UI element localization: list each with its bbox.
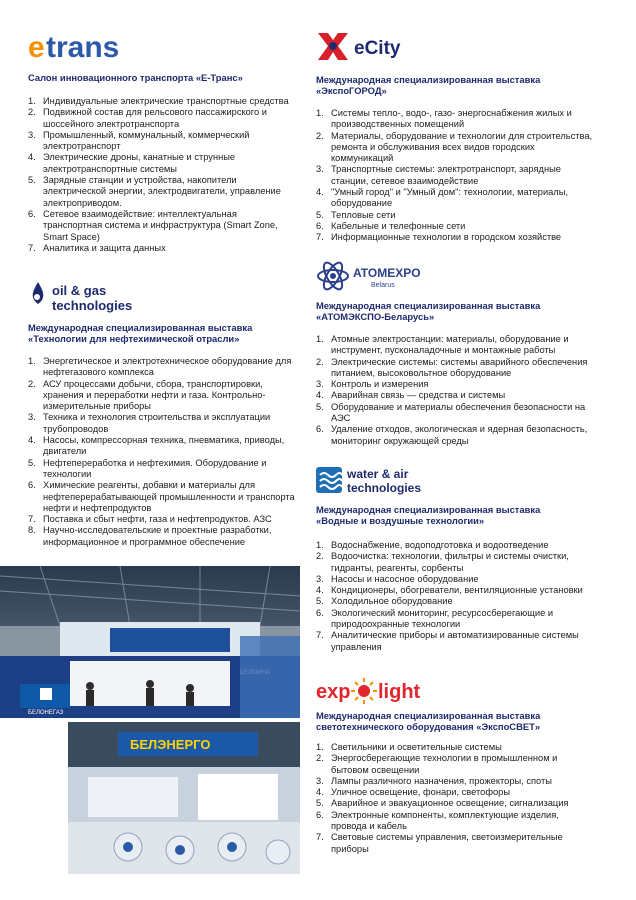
list-item: 1. Атомные электростанции: материалы, оборудование и инструмент, пусконаладочные и монтажные работы — [316, 334, 569, 356]
waterair-list — [316, 540, 591, 653]
etrans-logo-e: e — [28, 31, 45, 64]
list-item: 7. Информационные технологии в городском хозяйстве — [316, 232, 562, 243]
list-item: 3. Техника и технология строительства и эксплуатации трубопроводов — [28, 412, 271, 434]
waterair-logo — [316, 465, 446, 497]
list-item: 7. Аналитические приборы и автоматизированные системы управления — [316, 630, 579, 652]
oilgas-logo-line2: technologies — [52, 298, 133, 313]
ecity-cross-icon — [318, 33, 348, 60]
list-item: 3. Контроль и измерения — [316, 379, 429, 390]
exhibition-photo-1 — [0, 566, 300, 718]
etrans-heading: Салон инновационного транспорта «Е-Транс» — [28, 72, 243, 83]
ecity-logo-word: eCity — [354, 38, 401, 59]
booth1-sign: БЕЛОНЕГАЗ — [28, 710, 64, 716]
list-item: 8. Научно-исследовательские и проектные разработки, информационное и программное обеспечение — [28, 525, 272, 547]
list-item: 3. Промышленный, коммунальный, коммерческий электротранспорт — [28, 129, 250, 152]
list-item: 1. Энергетическое и электротехническое оборудование для нефтегазового комплекса — [28, 356, 292, 378]
list-item: 4. "Умный город" и "Умный дом": технологии, материалы, оборудование — [316, 187, 568, 209]
explight-logo-left: exp — [316, 681, 351, 703]
list-item: 6. Сетевое взаимодействие: интеллектуальная транспортная система и инфраструктура (Smart Zone, Smart Space) — [28, 208, 278, 242]
list-item: 2. Энергосберегающие технологии в промышленном и бытовом освещении — [316, 753, 558, 775]
list-item: 2. Материалы, оборудование и технологии для строительства, ремонта и обслуживания всех видов городских коммуникаций — [316, 130, 593, 164]
list-item: 7. Поставка и сбыт нефти, газа и нефтепродуктов. АЗС — [28, 514, 272, 525]
list-item: 5. Аварийное и эвакуационное освещение, сигнализация — [316, 798, 569, 809]
list-item: 2. Электрические системы: системы аварийного обеспечения питанием, высоковольтное оборудование — [316, 356, 588, 378]
explight-heading: Международная специализированная выставка светотехнического оборудования «ЭкспоСВЕТ» — [316, 710, 541, 733]
list-item: 7. Аналитика и защита данных — [28, 242, 166, 253]
list-item: 5. Зарядные станции и устройства, накопители электрической энергии, электродвигатели, управление электроприводом. — [28, 175, 281, 208]
list-item: 4. Электрические дроны, канатные и струнные электротранспортные системы — [28, 152, 236, 174]
etrans-list — [28, 96, 298, 254]
list-item: 3. Лампы различного назначения, прожекторы, споты — [316, 775, 552, 786]
waterair-heading: Международная специализированная выставка «Водные и воздушные технологии» — [316, 504, 541, 527]
etrans-logo — [28, 30, 138, 64]
ecity-logo — [316, 30, 416, 64]
exhibition-photo-2 — [68, 722, 300, 874]
explight-logo-right: light — [378, 681, 421, 703]
list-item: 4. Аварийная связь — средства и системы — [316, 390, 506, 401]
booth2-sign: БЕЛЭНЕРГО — [130, 737, 211, 752]
list-item: 3. Насосы и насосное оборудование — [316, 573, 479, 584]
list-item: 4. Уличное освещение, фонари, светофоры — [316, 787, 511, 798]
atomexpo-logo — [316, 258, 426, 294]
water-waves-icon — [316, 467, 342, 493]
oilgas-logo — [28, 280, 158, 316]
list-item: 2. Водоочистка: технологии, фильтры и системы очистки, гидранты, реагенты, сорбенты — [316, 551, 569, 573]
atomexpo-list — [316, 334, 591, 447]
list-item: 1. Светильники и осветительные системы — [316, 742, 502, 752]
oilgas-heading: Международная специализированная выставка «Технологии для нефтехимической отрасли» — [28, 322, 253, 345]
list-item: 5. Холодильное оборудование — [316, 596, 453, 607]
list-item: 4. Кондиционеры, обогреватели, вентиляционные установки — [316, 585, 583, 596]
explight-logo — [316, 676, 436, 706]
list-item: 2. Подвижной состав для рельсового пассажирского и шоссейного электротранспорта — [28, 107, 267, 129]
oil-drop-icon — [33, 282, 44, 304]
list-item: 6. Кабельные и телефонные сети — [316, 220, 466, 231]
oilgas-logo-line1: oil & gas — [52, 283, 107, 298]
oilgas-list — [28, 356, 303, 548]
list-item: 1. Системы тепло-, водо-, газо- энергоснабжения жилых и производственных помещений — [316, 108, 572, 130]
list-item: 2. АСУ процессами добычи, сбора, транспортировки, хранения и переработки нефти и газа. Контрольно-измерительные приборы — [28, 378, 266, 412]
list-item: 3. Транспортные системы: электротранспорт, зарядные станции, сетевое взаимодействие — [316, 164, 561, 186]
ecity-list — [316, 108, 596, 244]
list-item: 1. Индивидуальные электрические транспортные средства — [28, 96, 289, 106]
list-item: 6. Электронные компоненты, комплектующие изделия, провода и кабель — [316, 809, 559, 832]
list-item: 4. Насосы, компрессорная техника, пневматика, приводы, двигатели — [28, 435, 285, 457]
ecity-heading: Международная специализированная выставка «ЭкспоГОРОД» — [316, 74, 541, 97]
list-item: 5. Нефтепереработка и нефтехимия. Оборудование и технологии — [28, 457, 267, 479]
waterair-logo-line1: water & air — [347, 467, 409, 481]
atomexpo-logo-word: ATOMEXPO — [353, 266, 421, 280]
waterair-logo-line2: technologies — [347, 481, 422, 495]
sun-icon — [351, 678, 377, 704]
list-item: 5. Тепловые сети — [316, 209, 396, 220]
list-item: 1. Водоснабжение, водоподготовка и водоотведение — [316, 540, 549, 550]
atomexpo-heading: Международная специализированная выставка «АТОМЭКСПО-Беларусь» — [316, 300, 541, 323]
explight-list — [316, 742, 591, 855]
list-item: 6. Удаление отходов, экологическая и ядерная безопасность, мониторинг окружающей среды — [316, 424, 588, 446]
list-item: 7. Световые системы управления, светоизмерительные приборы — [316, 832, 563, 854]
list-item: 6. Химические реагенты, добавки и материалы для нефтеперерабатывающей промышленности и транспорта нефти и нефтепродуктов — [28, 480, 295, 513]
atomexpo-logo-sub: Belarus — [371, 282, 395, 289]
etrans-logo-word: trans — [46, 31, 120, 64]
list-item: 5. Оборудование и материалы обеспечения безопасности на АЭС — [316, 401, 586, 424]
list-item: 6. Экологический мониторинг, ресурсосберегающие и природоохранные технологии — [316, 607, 554, 630]
